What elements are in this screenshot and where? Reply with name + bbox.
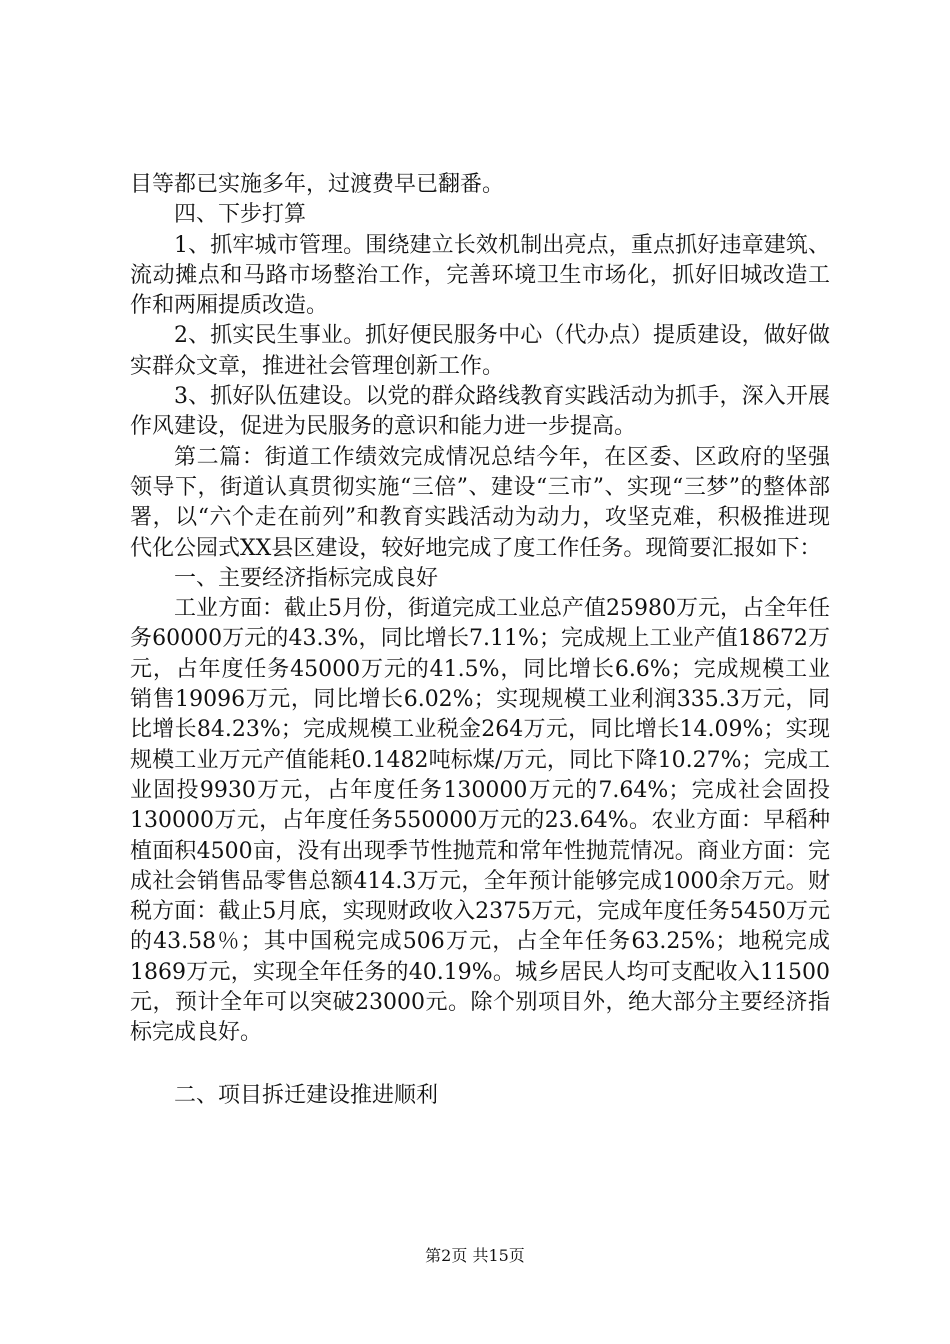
paragraph-livelihood: 2、抓实民生事业。抓好便民服务中心（代办点）提质建设，做好做实群众文章，推进社会管理创新工作。	[130, 323, 830, 379]
paragraph-continuation: 目等都已实施多年，过渡费早已翻番。	[130, 172, 505, 197]
paragraph-team-building: 3、抓好队伍建设。以党的群众路线教育实践活动为抓手，深入开展作风建设，促进为民服务的意识和能力进一步提高。	[130, 384, 830, 440]
paragraph-gap	[130, 1049, 830, 1081]
paragraph-economic-details: 工业方面：截止5月份，街道完成工业总产值25980万元，占全年任务60000万元的43.3%，同比增长7.11%；完成规上工业产值18672万元，占年度任务45000万元的41.5%，同比增长6.6%；完成规模工业销售19096万元，同比增长6.02%；实现规模工业利润335.3万元，同比增长84.23%；完成规模工业税金264万元，同比增长14.09%；实现规模工业万元产值能耗0.1482吨标煤/万元，同比下降10.27%；完成工业固投9930万元，占年度任务130000万元的7.64%；完成社会固投130000万元，占年度任务550000万元的23.64%。农业方面：早稻种植面积4500亩，没有出现季节性抛荒和常年性抛荒情况。商业方面：完成社会销售品零售总额414.3万元，全年预计能够完成1000余万元。财税方面：截止5月底，实现财政收入2375万元，完成年度任务5450万元的43.58％；其中国税完成506万元，占全年任务63.25%；地税完成1869万元，实现全年任务的40.19%。城乡居民人均可支配收入11500元，预计全年可以突破23000元。除个别项目外，绝大部分主要经济指标完成良好。	[130, 596, 830, 1046]
document-body	[130, 170, 830, 1111]
page-number-footer: 第2页 共15页	[425, 1246, 525, 1265]
section-heading-economic-indicators: 一、主要经济指标完成良好	[174, 565, 439, 591]
paragraph-city-management: 1、抓牢城市管理。围绕建立长效机制出亮点，重点抓好违章建筑、流动摊点和马路市场整治工作，完善环境卫生市场化，抓好旧城改造工作和两厢提质改造。	[130, 232, 830, 319]
section-heading-next-steps: 四、下步打算	[174, 202, 307, 228]
section-heading-project-demolition: 二、项目拆迁建设推进顺利	[174, 1082, 439, 1108]
paragraph-second-article-intro: 第二篇：街道工作绩效完成情况总结今年，在区委、区政府的坚强领导下，街道认真贯彻实施“三倍”、建设“三市”、实现“三梦”的整体部署，以“六个走在前列”和教育实践活动为动力，攻坚克难，积极推进现代化公园式XX县区建设，较好地完成了度工作任务。现简要汇报如下：	[130, 444, 830, 561]
